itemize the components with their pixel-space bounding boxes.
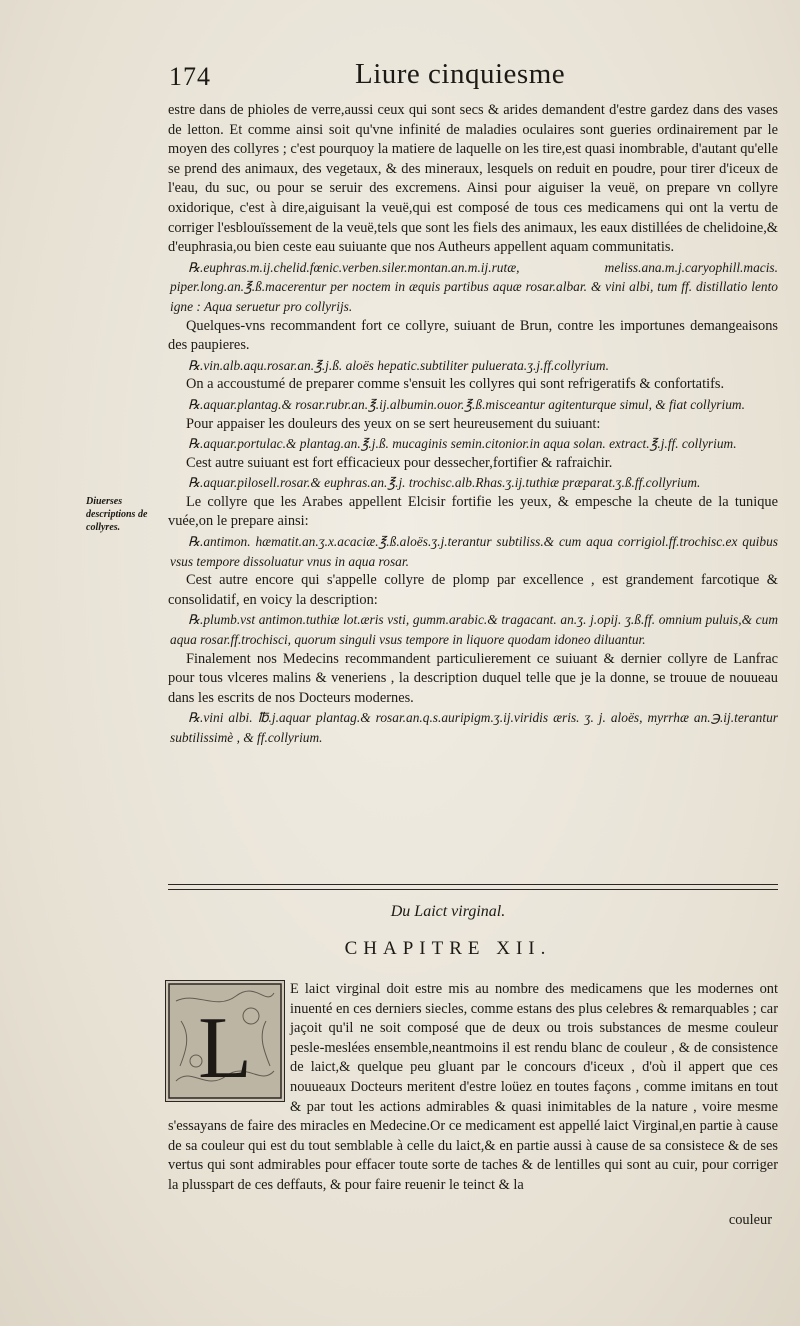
section-title: Du Laict virginal. <box>390 903 506 920</box>
margin-note: Diuerses descriptions de collyres. <box>86 496 148 533</box>
recipe: ℞.euphras.m.ij.chelid.fœnic.verben.siler.montan.an.m.ij.rutæ, meliss.ana.m.j.caryophill.macis. piper.long.an.℥.ß.macerentur per noctem in æquis partibus aquæ rosar.albar. & vini albi, tum ff. distillatio lento igne : Aqua seruetur pro collyrijs. <box>170 259 778 314</box>
paragraph: Cest autre suiuant est fort efficacieux pour dessecher,fortifier & rafraichir. <box>186 454 613 471</box>
paragraph: estre dans de phioles de verre,aussi ceux qui sont secs & arides demandent d'estre gardez dans des vases de letton. Et comme ainsi soit qu'vne infinité de maladies oculaires sont gueries ordinairement par le moyen des collyres ; c'est pourquoy la matiere de laquelle on les tire,est quasi inombrable, d'autant qu'elle se prend des animaux, des vegetaux, & des mineraux, lesquels on reduit en poudre, pour tirer d'iceux de l'eau, du suc, ou pour se seruir des excremens. Ainsi pour aiguiser la veuë, on prepare vn collyre oxidorique, c'est à dire,aiguisant la veuë,qui est composé de tous ces medicamens qui ont la vertu de corriger l'esblouïssement de la veuë,tels que sont les fiels des animaux, les eaux distillées de chelidoine,& d'euphrasia,ou bien ceste eau suiuante que nos Autheurs appellent aquam communitatis. <box>168 102 778 256</box>
chapter-text <box>168 980 778 1196</box>
running-head: Liure cinquiesme <box>355 58 566 90</box>
recipe: ℞.plumb.vst antimon.tuthiæ lot.æris vsti, gumm.arabic.& tragacant. an.ʒ. j.opij. ʒ.ß.ff. omnium puluis,& cum aqua rosar.ff.trochisci, quorum singuli vsus tempore in liquore quodam idoneo diluantur. <box>170 612 778 648</box>
chapter-paragraph: E laict virginal doit estre mis au nombre des medicamens que les modernes ont inuenté en ces derniers siecles, comme estans des plus celebres & remarquables ; car jaçoit qu'il ne soit composé que de deux ou trois substances de mesme couleur pesle-meslées ensemble,neantmoins il est rendu blanc de couleur , & de consistence de laict,& quelque peu gluant par le concours d'iceux , d'où il appert que ces nouueaux Docteurs meritent d'estre loüez en toutes façons , comme imitans en tout & par tout les actions admirables & quasi inimitables de la nature , voire mesme s'essayans de faire des miracles en Medecine.Or ce medicament est appellé laict Virginal,en partie à cause de sa couleur qui est du tout semblable à celle du laict,& en partie aussi à cause de sa consistece & de ses vertus qui sont admirables pour effacer toute sorte de taches & de lentilles qui sont au cuir, pour corriger la plusspart de ces deffauts, & pour faire reuenir le teinct & la <box>168 981 778 1193</box>
paragraph: Pour appaiser les douleurs des yeux on se sert heureusement du suiuant: <box>186 415 601 432</box>
initial-spacer <box>168 980 290 1098</box>
section-divider <box>168 884 778 890</box>
recipe: ℞.aquar.portulac.& plantag.an.℥.j.ß. mucaginis semin.citonior.in aqua solan. extract.℥.j.ff. collyrium. <box>188 436 737 452</box>
page-header <box>165 56 765 96</box>
paragraph: Cest autre encore qui s'appelle collyre de plomp par excellence , est grandement farcotique & consolidatif, en voicy la description: <box>168 572 778 608</box>
recipe: ℞.vin.alb.aqu.rosar.an.℥.j.ß. aloës hepatic.subtiliter puluerata.ʒ.j.ff.collyrium. <box>188 357 609 373</box>
recipe: ℞.aquar.pilosell.rosar.& euphras.an.℥.j. trochisc.alb.Rhas.ʒ.ij.tuthiæ præparat.ʒ.ß.ff.collyrium. <box>188 475 701 491</box>
paragraph: Finalement nos Medecins recommandent particulierement ce suiuant & dernier collyre de Lanfrac pour tous vlceres malins & veneriens , la description duquel telle que je la donne, se trouue de nouueau dans les escrits de nos Docteurs modernes. <box>168 650 778 706</box>
svg-text:L: L <box>198 1000 252 1097</box>
main-text <box>168 101 778 748</box>
recipe: ℞.antimon. hæmatit.an.ʒ.x.acaciæ.℥.ß.aloës.ʒ.j.terantur subtiliss.& cum aqua corrigiol.ff.trochisc.ex quibus vsus tempore dissoluatur vnus in aqua rosar. <box>170 534 778 569</box>
paragraph: Quelques-vns recommandent fort ce collyre, suiuant de Brun, contre les importunes demangeaisons des paupieres. <box>168 317 778 354</box>
recipe: ℞.vini albi. ℔.j.aquar plantag.& rosar.an.q.s.auripigm.ʒ.ij.viridis æris. ʒ. j. aloës, myrrhæ an.℈.ij.terantur subtilissimè , & ff.collyrium. <box>170 710 778 745</box>
chapter-title: CHAPITRE XII. <box>344 938 552 959</box>
page-number: 174 <box>169 62 211 91</box>
catchword: couleur <box>728 1212 772 1228</box>
paragraph: On a accoustumé de preparer comme s'ensuit les collyres qui sont refrigeratifs & confortatifs. <box>186 376 725 393</box>
paragraph: Le collyre que les Arabes appellent Elcisir fortifie les yeux, & empesche la cheute de la tunique vuée,on le prepare ainsi: <box>168 493 778 530</box>
recipe: ℞.aquar.plantag.& rosar.rubr.an.℥.ij.albumin.ouor.℥.ß.misceantur agitenturque simul, & fiat collyrium. <box>188 396 745 412</box>
